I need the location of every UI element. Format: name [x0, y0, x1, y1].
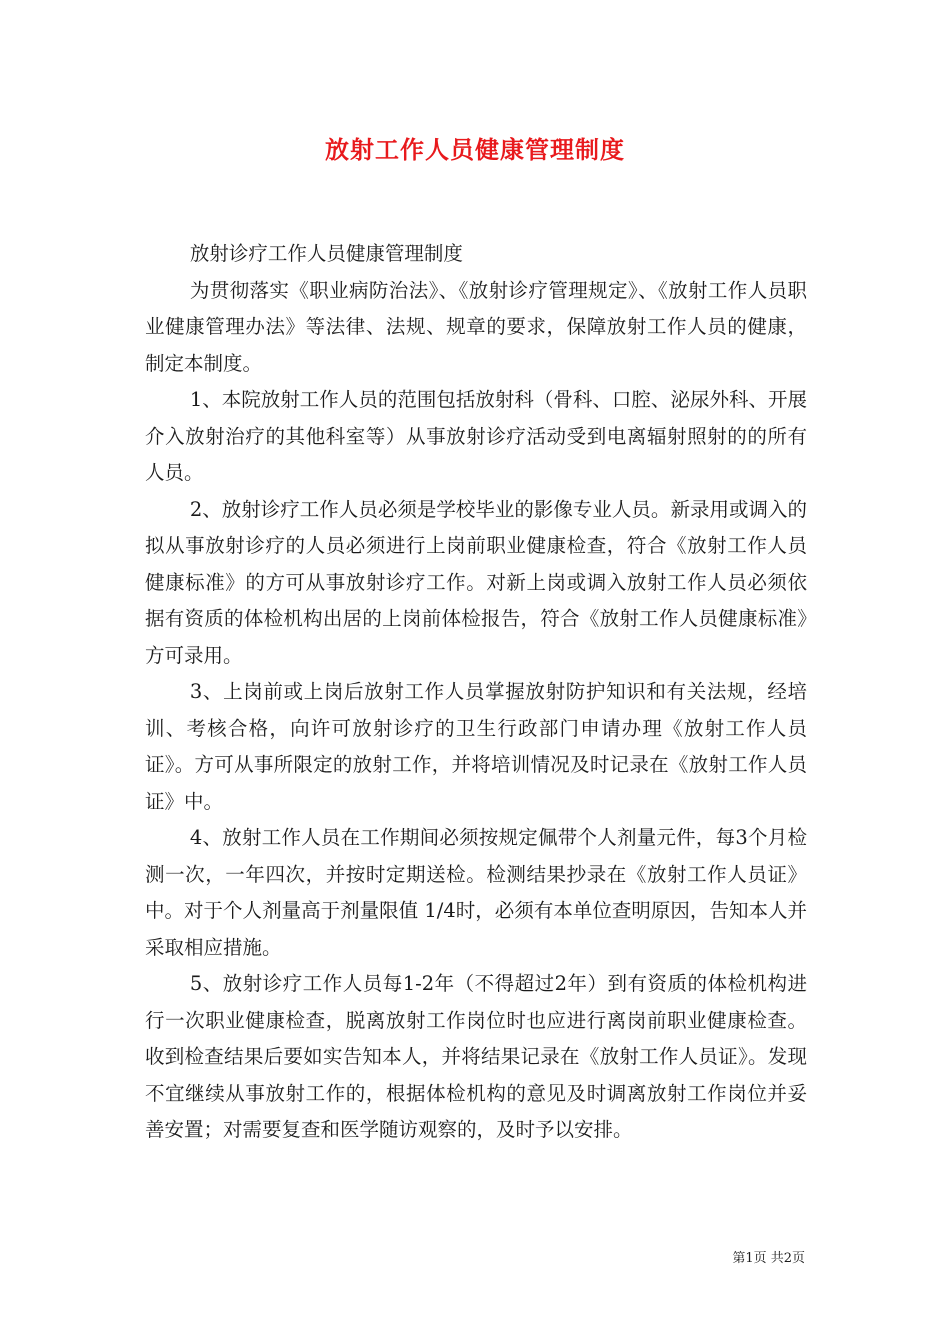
document-title: 放射工作人员健康管理制度 — [325, 135, 625, 164]
paragraph-item-1: 1、本院放射工作人员的范围包括放射科（骨科、口腔、泌尿外科、开展介入放射治疗的其他科室等）从事放射诊疗活动受到电离辐射照射的的所有人员。 — [145, 388, 807, 484]
document-subtitle: 放射诊疗工作人员健康管理制度 — [189, 242, 463, 265]
page-number: 第1页 共2页 — [732, 1251, 805, 1266]
paragraph-item-5: 5、放射诊疗工作人员每1-2年（不得超过2年）到有资质的体检机构进行一次职业健康检查，脱离放射工作岗位时也应进行离岗前职业健康检查。收到检查结果后要如实告知本人，并将结果记录在《放射工作人员证》。发现不宜继续从事放射工作的，根据体检机构的意见及时调离放射工作岗位并妥善安置；对需要复查和医学随访观察的，及时予以安排。 — [145, 972, 807, 1141]
document-body — [145, 236, 807, 1149]
paragraph-intro: 为贯彻落实《职业病防治法》、《放射诊疗管理规定》、《放射工作人员职业健康管理办法》等法律、法规、规章的要求，保障放射工作人员的健康，制定本制度。 — [145, 278, 807, 375]
paragraph-item-3: 3、上岗前或上岗后放射工作人员掌握放射防护知识和有关法规，经培训、考核合格，向许可放射诊疗的卫生行政部门申请办理《放射工作人员证》。方可从事所限定的放射工作，并将培训情况及时记录在《放射工作人员证》中。 — [145, 680, 807, 813]
paragraph-item-4: 4、放射工作人员在工作期间必须按规定佩带个人剂量元件，每3个月检测一次，一年四次，并按时定期送检。检测结果抄录在《放射工作人员证》中。对于个人剂量高于剂量限值 1/4时，必须有本单位查明原因，告知本人并采取相应措施。 — [145, 826, 807, 959]
paragraph-item-2: 2、放射诊疗工作人员必须是学校毕业的影像专业人员。新录用或调入的拟从事放射诊疗的人员必须进行上岗前职业健康检查，符合《放射工作人员健康标准》的方可从事放射诊疗工作。对新上岗或调入放射工作人员必须依据有资质的体检机构出居的上岗前体检报告，符合《放射工作人员健康标准》方可录用。 — [145, 497, 807, 667]
